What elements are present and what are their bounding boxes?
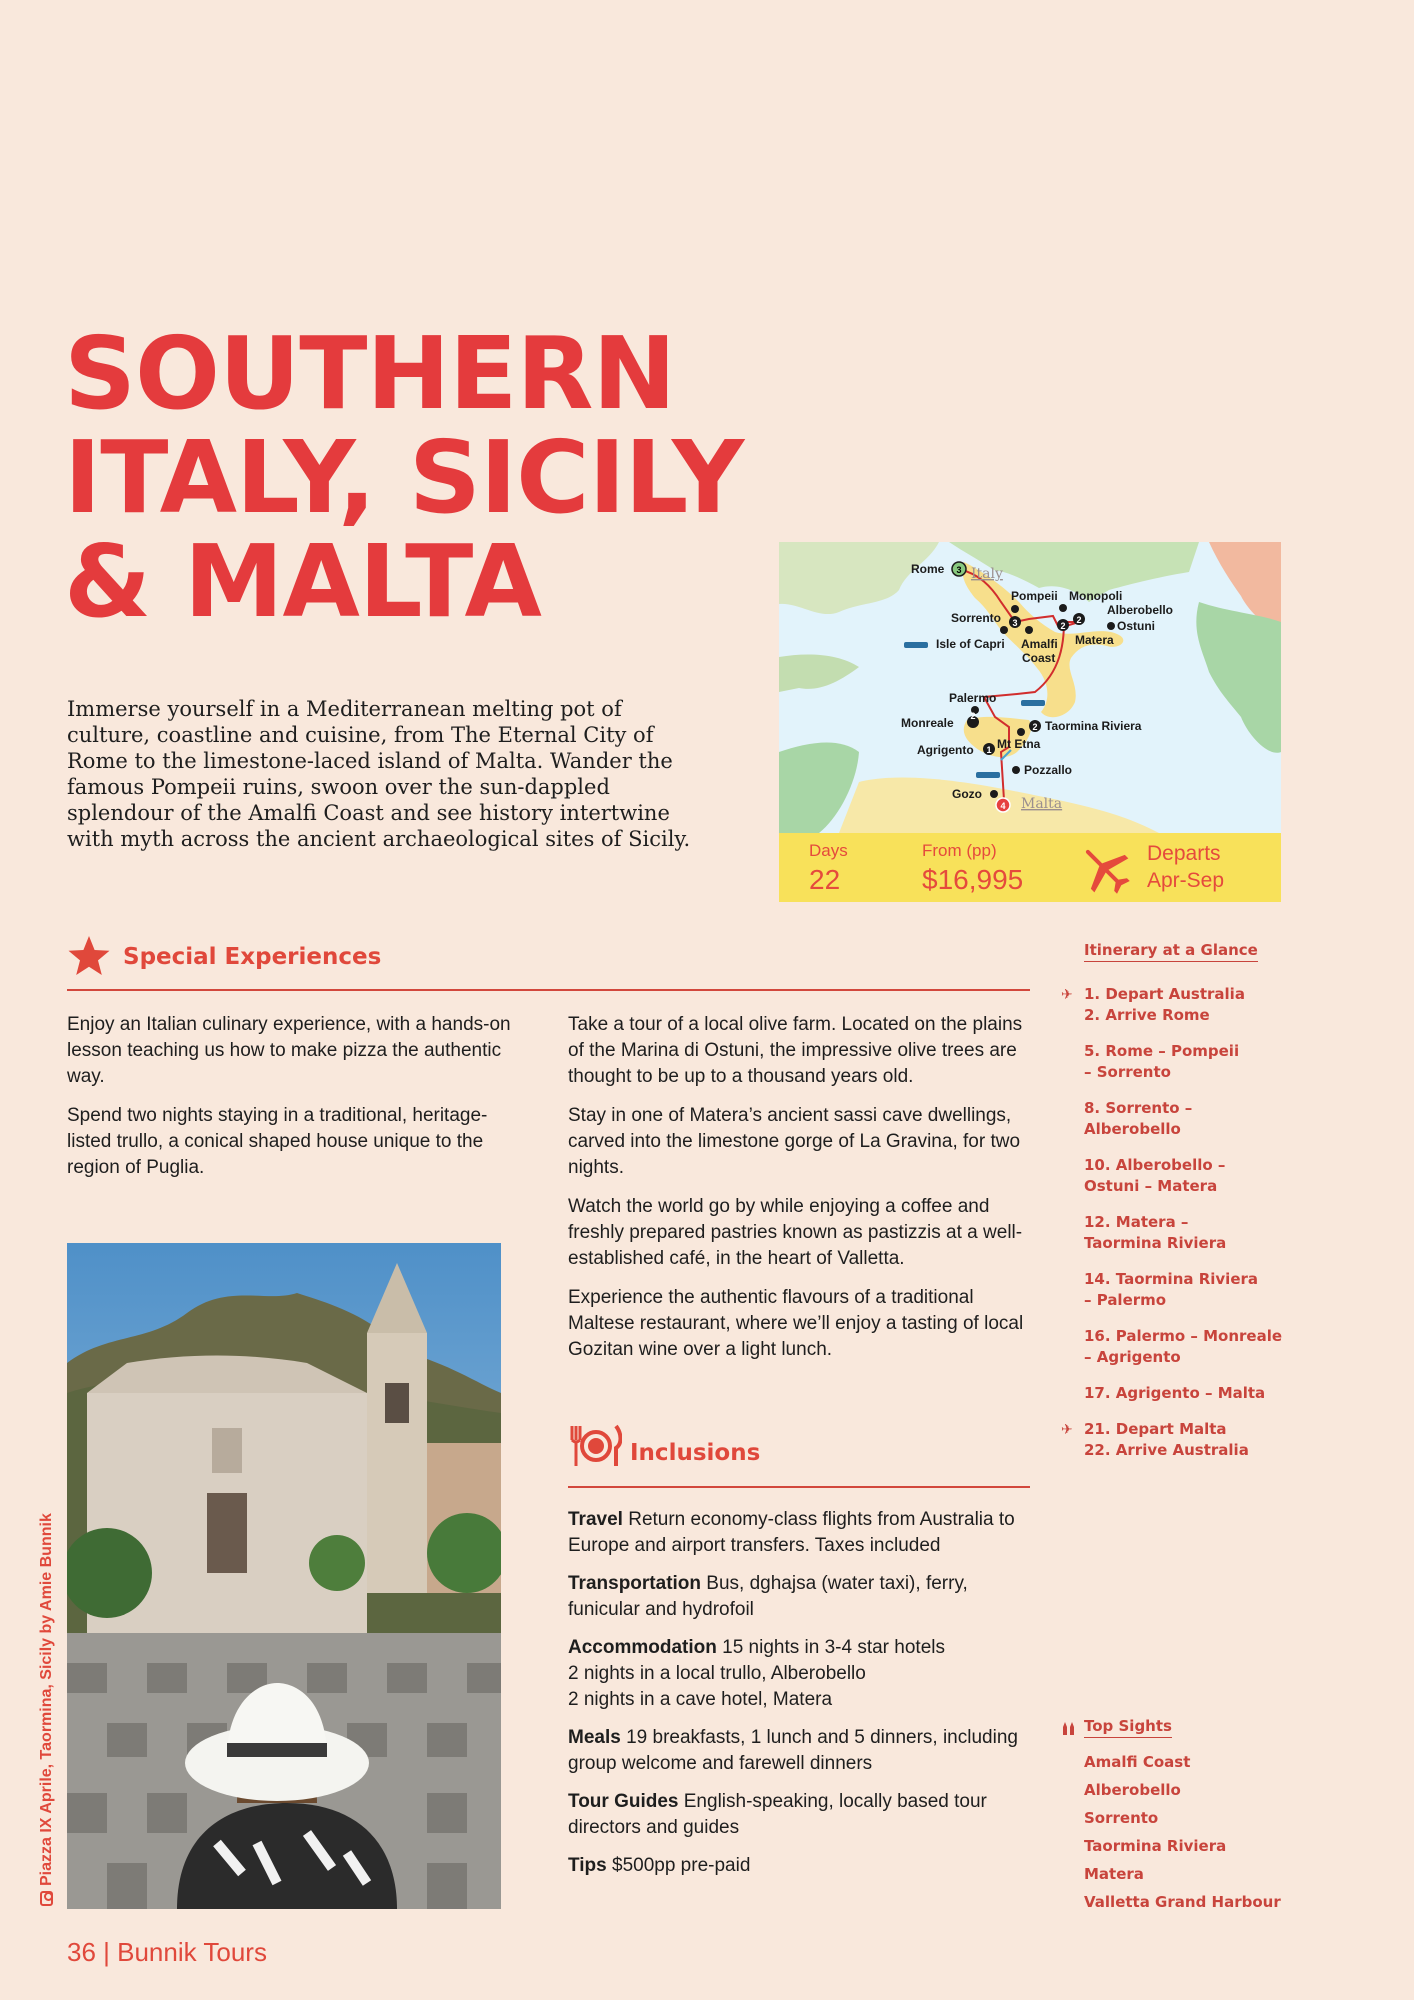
stop-monopoli [1059, 604, 1067, 612]
days-label: Days [809, 841, 848, 860]
photo-credit-text: Piazza IX Aprile, Taormina, Sicily by Amie Bunnik [38, 1513, 55, 1886]
inclusion-item [568, 1571, 1028, 1623]
sight-item: Valletta Grand Harbour [1084, 1893, 1281, 1911]
experience-item: Take a tour of a local olive farm. Located on the plains of the Marina di Ostuni, the impressive olive trees are thought to be up to a thousand years old. [568, 1014, 1023, 1087]
itinerary-item [1084, 1098, 1284, 1140]
inclusion-item [568, 1853, 1028, 1879]
inclusion-label: Tips [568, 1855, 607, 1876]
map-label-monopoli: Monopoli [1069, 589, 1123, 603]
map-label-monreale: Monreale [901, 716, 954, 730]
inclusion-label: Accommodation [568, 1637, 717, 1658]
plane-icon: ✈ [1061, 1422, 1073, 1438]
map-illustration [779, 542, 1281, 833]
stop-nights: 3 [956, 565, 962, 575]
bell-tower [367, 1333, 427, 1593]
stop-gozo [990, 790, 998, 798]
ferry-icon [904, 642, 928, 648]
itinerary-item [1084, 1383, 1284, 1404]
stop-ostuni [1107, 622, 1115, 630]
inclusion-text: Bus, dghajsa (water taxi), ferry, funicular and hydrofoil [568, 1573, 968, 1620]
itinerary-item [1084, 1155, 1284, 1197]
page-title [64, 315, 824, 640]
stop-nights: 1 [986, 745, 992, 755]
map-label-malta: Malta [1021, 796, 1063, 812]
map-label-gozo: Gozo [952, 787, 982, 801]
experience-item: Experience the authentic flavours of a traditional Maltese restaurant, where we’ll enjoy a tasting of local Gozitan wine over a light lunch. [568, 1287, 1024, 1360]
inclusion-text: $500pp pre-paid [606, 1855, 751, 1876]
special-column-2 [568, 1012, 1028, 1376]
inclusion-text: 2 nights in a cave hotel, Matera [568, 1689, 833, 1710]
top-sights-heading: Top Sights [1084, 1717, 1172, 1738]
stop-nights: 2 [1060, 621, 1066, 631]
map-label-italy: Italy [971, 566, 1003, 582]
map-label-capri: Isle of Capri [936, 637, 1005, 651]
stop-pompeii [1011, 605, 1019, 613]
inclusion-item [568, 1507, 1028, 1559]
map-label-rome: Rome [911, 562, 945, 576]
title-line: SOUTHERN [64, 315, 676, 432]
days-value: 22 [809, 864, 841, 895]
landmark-icon [1061, 1720, 1077, 1736]
special-column-1 [67, 1012, 517, 1194]
inclusion-text: Return economy-class flights from Australia to Europe and airport transfers. Taxes included [568, 1509, 1015, 1556]
camera-icon [40, 1891, 53, 1906]
map-label-agrigento: Agrigento [917, 743, 974, 757]
map-label-matera: Matera [1075, 633, 1114, 647]
stop-etna [1017, 728, 1025, 736]
inclusions-heading: Inclusions [630, 1440, 761, 1466]
itinerary-item [1084, 1326, 1284, 1368]
price-label: From (pp) [922, 841, 997, 860]
stop-nights: 2 [970, 711, 976, 721]
inclusion-label: Tour Guides [568, 1791, 679, 1812]
departs-value: Apr-Sep [1147, 869, 1225, 892]
inclusion-text: 19 breakfasts, 1 lunch and 5 dinners, including group welcome and farewell dinners [568, 1727, 1018, 1774]
ferry-icon [976, 772, 1000, 778]
stop-nights: 2 [1032, 722, 1038, 732]
inclusion-label: Transportation [568, 1573, 702, 1594]
itinerary-line: 1. Depart Australia [1084, 985, 1245, 1003]
top-sights [1084, 1716, 1284, 1916]
inclusion-label: Travel [568, 1509, 623, 1530]
itinerary-line: 22. Arrive Australia [1084, 1441, 1249, 1459]
itinerary-item [1084, 1269, 1284, 1311]
inclusion-text: English-speaking, locally based tour directors and guides [568, 1791, 987, 1838]
itinerary-line: 16. Palermo – Monreale [1084, 1327, 1283, 1345]
itinerary-item [1061, 984, 1284, 1026]
map-label-sorrento: Sorrento [951, 611, 1002, 625]
title-line: & MALTA [64, 523, 541, 640]
inclusion-item [568, 1789, 1028, 1841]
itinerary-heading: Itinerary at a Glance [1084, 941, 1258, 962]
sight-item: Sorrento [1084, 1809, 1159, 1827]
itinerary-item [1061, 1419, 1284, 1461]
sight-item: Alberobello [1084, 1781, 1181, 1799]
inclusion-text: 2 nights in a local trullo, Alberobello [568, 1663, 866, 1684]
itinerary-line: – Agrigento [1084, 1348, 1181, 1366]
itinerary-line: – Palermo [1084, 1291, 1167, 1309]
sight-item: Taormina Riviera [1084, 1837, 1227, 1855]
stop-nights: 2 [1076, 615, 1082, 625]
experience-item: Spend two nights staying in a traditional, heritage-listed trullo, a conical shaped house unique to the region of Puglia. [67, 1105, 488, 1178]
ferry-icon [1021, 700, 1045, 706]
experience-item: Enjoy an Italian culinary experience, with a hands-on lesson teaching us how to make pizza the authentic way. [67, 1014, 511, 1087]
inclusion-label: Meals [568, 1727, 621, 1748]
itinerary-line: 14. Taormina Riviera [1084, 1270, 1259, 1288]
inclusion-item [568, 1635, 1028, 1713]
map-label-amalfi: Amalfi [1021, 637, 1058, 651]
itinerary-line: Ostuni – Matera [1084, 1177, 1218, 1195]
departs-label: Departs [1147, 842, 1221, 865]
taormina-photo [67, 1243, 501, 1909]
stop-pozzallo [1012, 766, 1020, 774]
plane-icon [1077, 841, 1133, 897]
itinerary-line: 17. Agrigento – Malta [1084, 1384, 1266, 1402]
itinerary-line: 21. Depart Malta [1084, 1420, 1227, 1438]
price-value: $16,995 [922, 864, 1024, 895]
map-label-taormina: Taormina Riviera [1045, 719, 1142, 733]
stop-amalfi [1025, 626, 1033, 634]
map-label-amalfi-coast: Coast [1022, 651, 1056, 665]
experience-item: Watch the world go by while enjoying a coffee and freshly prepared pastries known as pastizzis at a well-established café, in the heart of Valletta. [568, 1196, 1023, 1269]
sight-item: Amalfi Coast [1084, 1753, 1191, 1771]
page-footer: 36 | Bunnik Tours [67, 1937, 267, 1967]
title-line: ITALY, SICILY [64, 419, 744, 536]
itinerary-sidebar [1061, 940, 1284, 1476]
itinerary-line: 8. Sorrento – [1084, 1099, 1193, 1117]
experience-item: Stay in one of Matera’s ancient sassi cave dwellings, carved into the limestone gorge of La Gravina, for two nights. [568, 1105, 1021, 1178]
map-label-ostuni: Ostuni [1117, 619, 1155, 633]
itinerary-line: – Sorrento [1084, 1063, 1171, 1081]
sight-item: Matera [1084, 1865, 1144, 1883]
itinerary-line: 2. Arrive Rome [1084, 1006, 1210, 1024]
divider [67, 989, 1030, 991]
map-label-pompeii: Pompeii [1011, 589, 1058, 603]
itinerary-line: Alberobello [1084, 1120, 1181, 1138]
tour-info-bar [779, 833, 1281, 902]
star-icon [67, 934, 111, 978]
stop-capri [1000, 626, 1008, 634]
route-map [779, 542, 1281, 902]
special-experiences-heading: Special Experiences [123, 944, 382, 970]
intro-paragraph: Immerse yourself in a Mediterranean melting pot of culture, coastline and cuisine, from The Eternal City of Rome to the limestone-laced island of Malta. Wander the famous Pompeii ruins, swoon over the sun-dappled splendour of the Amalfi Coast and see history intertwine with myth across the ancient archaeological sites of Sicily. [67, 697, 691, 851]
itinerary-item [1084, 1212, 1284, 1254]
stop-nights: 3 [1012, 618, 1018, 628]
divider [568, 1486, 1030, 1488]
inclusion-item [568, 1725, 1028, 1777]
photo-credit [38, 1513, 56, 1906]
itinerary-line: 12. Matera – [1084, 1213, 1189, 1231]
dining-icon [568, 1424, 622, 1468]
itinerary-item [1084, 1041, 1284, 1083]
map-label-palermo: Palermo [949, 691, 997, 705]
plane-icon: ✈ [1061, 987, 1073, 1003]
itinerary-line: 10. Alberobello – [1084, 1156, 1226, 1174]
map-label-etna: Mt Etna [997, 737, 1041, 751]
stop-nights: 4 [1000, 801, 1006, 811]
inclusions-list [568, 1507, 1028, 1891]
map-label-alberobello: Alberobello [1107, 603, 1174, 617]
itinerary-line: Taormina Riviera [1084, 1234, 1227, 1252]
inclusion-text: 15 nights in 3-4 star hotels [716, 1637, 945, 1658]
itinerary-line: 5. Rome – Pompeii [1084, 1042, 1240, 1060]
map-label-pozzallo: Pozzallo [1024, 763, 1073, 777]
